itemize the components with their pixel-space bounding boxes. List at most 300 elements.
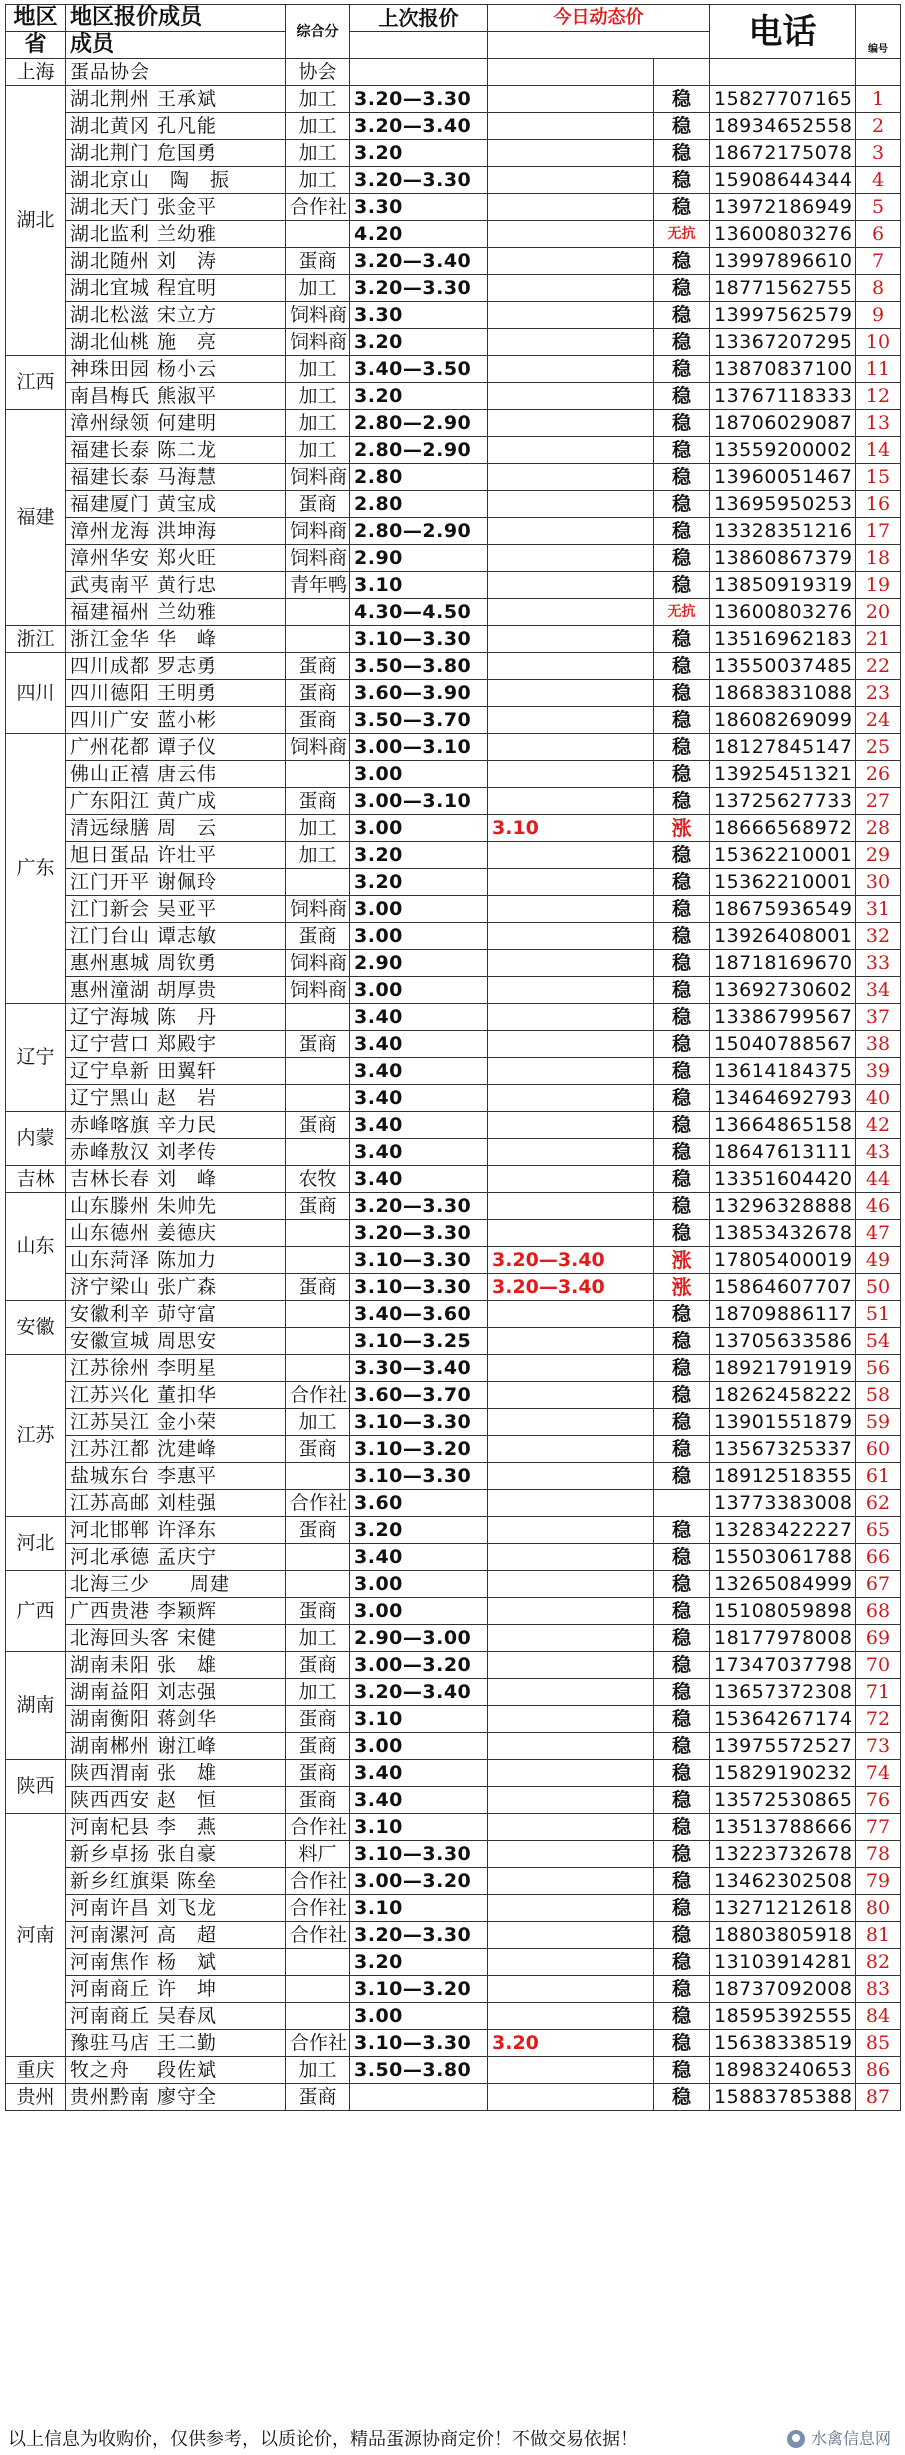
today-price (488, 761, 654, 788)
phone-number: 18718169670 (710, 950, 856, 977)
header-region: 地区 (6, 5, 66, 32)
province-cell: 福建 (6, 410, 66, 626)
today-price (488, 86, 654, 113)
last-price: 3.20—3.40 (350, 113, 488, 140)
table-row (6, 761, 901, 788)
last-price: 3.40 (350, 1085, 488, 1112)
member-name: 河南杞县 李 燕 (66, 1814, 286, 1841)
table-body (6, 59, 901, 2111)
table-row (6, 923, 901, 950)
member-type: 蛋商 (286, 1706, 350, 1733)
table-row (6, 1031, 901, 1058)
member-type: 蛋商 (286, 1787, 350, 1814)
table-row (6, 734, 901, 761)
last-price: 3.10 (350, 1895, 488, 1922)
today-price (488, 1625, 654, 1652)
member-name: 湖北随州 刘 涛 (66, 248, 286, 275)
member-type: 饲料商 (286, 950, 350, 977)
row-number: 37 (856, 1004, 901, 1031)
table-row (6, 2030, 901, 2057)
trend-status: 稳 (654, 1355, 710, 1382)
row-number: 49 (856, 1247, 901, 1274)
row-number: 70 (856, 1652, 901, 1679)
table-row (6, 572, 901, 599)
today-price (488, 275, 654, 302)
trend-status: 稳 (654, 1922, 710, 1949)
member-name: 安徽宣城 周思安 (66, 1328, 286, 1355)
today-price (488, 977, 654, 1004)
member-name: 湖北黄冈 孔凡能 (66, 113, 286, 140)
trend-status: 稳 (654, 410, 710, 437)
last-price: 2.80—2.90 (350, 518, 488, 545)
member-name: 吉林长春 刘 峰 (66, 1166, 286, 1193)
phone-number: 13692730602 (710, 977, 856, 1004)
member-type: 加工 (286, 1409, 350, 1436)
trend-status: 稳 (654, 2084, 710, 2111)
today-price (488, 2084, 654, 2111)
member-name: 新乡卓扬 张自豪 (66, 1841, 286, 1868)
member-name: 江苏兴化 董扣华 (66, 1382, 286, 1409)
today-price (488, 518, 654, 545)
member-type (286, 1085, 350, 1112)
trend-status: 稳 (654, 653, 710, 680)
member-name: 四川广安 蓝小彬 (66, 707, 286, 734)
last-price: 3.40 (350, 1139, 488, 1166)
table-header (6, 5, 901, 59)
member-name: 陕西西安 赵 恒 (66, 1787, 286, 1814)
table-row (6, 1625, 901, 1652)
phone-number: 17805400019 (710, 1247, 856, 1274)
today-price (488, 1517, 654, 1544)
today-price (488, 572, 654, 599)
trend-status: 稳 (654, 842, 710, 869)
last-price: 3.50—3.80 (350, 2057, 488, 2084)
last-price: 3.10—3.30 (350, 626, 488, 653)
today-price (488, 1436, 654, 1463)
member-name: 湖南衡阳 蒋剑华 (66, 1706, 286, 1733)
table-row (6, 194, 901, 221)
today-price (488, 1733, 654, 1760)
today-price (488, 734, 654, 761)
trend-status: 稳 (654, 626, 710, 653)
member-type (286, 1463, 350, 1490)
row-number: 40 (856, 1085, 901, 1112)
phone-number: 13550037485 (710, 653, 856, 680)
today-price (488, 788, 654, 815)
row-number: 66 (856, 1544, 901, 1571)
header-number: 编号 (856, 5, 901, 59)
trend-status: 稳 (654, 950, 710, 977)
today-price (488, 1571, 654, 1598)
today-price (488, 707, 654, 734)
row-number: 67 (856, 1571, 901, 1598)
member-type: 加工 (286, 815, 350, 842)
table-row (6, 599, 901, 626)
member-type: 蛋商 (286, 1031, 350, 1058)
last-price: 3.10—3.25 (350, 1328, 488, 1355)
member-type: 加工 (286, 356, 350, 383)
member-type: 饲料商 (286, 977, 350, 1004)
phone-number: 13516962183 (710, 626, 856, 653)
table-row (6, 977, 901, 1004)
last-price: 3.50—3.70 (350, 707, 488, 734)
header-last-price: 上次报价 (350, 5, 488, 32)
table-row (6, 1760, 901, 1787)
trend-status: 稳 (654, 1733, 710, 1760)
table-row (6, 1436, 901, 1463)
row-number: 25 (856, 734, 901, 761)
member-type: 蛋商 (286, 1760, 350, 1787)
table-row (6, 1058, 901, 1085)
phone-number: 13328351216 (710, 518, 856, 545)
row-number: 61 (856, 1463, 901, 1490)
last-price: 3.40 (350, 1058, 488, 1085)
phone-number: 13386799567 (710, 1004, 856, 1031)
today-price (488, 1544, 654, 1571)
member-type: 加工 (286, 167, 350, 194)
province-cell: 山东 (6, 1193, 66, 1301)
table-row (6, 1706, 901, 1733)
phone-number: 13997896610 (710, 248, 856, 275)
row-number: 73 (856, 1733, 901, 1760)
trend-status: 稳 (654, 1598, 710, 1625)
province-cell: 贵州 (6, 2084, 66, 2111)
last-price: 3.10—3.30 (350, 1274, 488, 1301)
trend-status: 稳 (654, 1841, 710, 1868)
member-name: 福建长泰 陈二龙 (66, 437, 286, 464)
row-number: 82 (856, 1949, 901, 1976)
table-row (6, 1544, 901, 1571)
row-number: 12 (856, 383, 901, 410)
today-price (488, 599, 654, 626)
phone-number: 18934652558 (710, 113, 856, 140)
trend-status: 稳 (654, 869, 710, 896)
row-number: 80 (856, 1895, 901, 1922)
today-price (488, 1031, 654, 1058)
table-row (6, 1193, 901, 1220)
last-price: 3.20—3.30 (350, 1193, 488, 1220)
today-price (488, 113, 654, 140)
member-name: 江苏吴江 金小荣 (66, 1409, 286, 1436)
trend-status: 稳 (654, 896, 710, 923)
last-price: 3.20 (350, 1517, 488, 1544)
table-row (6, 113, 901, 140)
today-price (488, 950, 654, 977)
last-price (350, 59, 488, 86)
row-number: 39 (856, 1058, 901, 1085)
province-cell: 湖南 (6, 1652, 66, 1760)
header-province: 省 (6, 32, 66, 59)
last-price: 3.40 (350, 1787, 488, 1814)
phone-number: 15362210001 (710, 869, 856, 896)
trend-status: 稳 (654, 707, 710, 734)
today-price: 3.20—3.40 (488, 1247, 654, 1274)
row-number: 51 (856, 1301, 901, 1328)
table-row (6, 1247, 901, 1274)
member-name: 山东滕州 朱帅先 (66, 1193, 286, 1220)
member-type: 合作社 (286, 1922, 350, 1949)
phone-number: 13853432678 (710, 1220, 856, 1247)
phone-number: 15362210001 (710, 842, 856, 869)
trend-status: 稳 (654, 356, 710, 383)
table-row (6, 1895, 901, 1922)
today-price (488, 437, 654, 464)
member-type: 蛋商 (286, 1112, 350, 1139)
phone-number: 13559200002 (710, 437, 856, 464)
last-price: 2.90—3.00 (350, 1625, 488, 1652)
member-type: 青年鸭 (286, 572, 350, 599)
table-row (6, 1517, 901, 1544)
phone-number: 13870837100 (710, 356, 856, 383)
row-number: 8 (856, 275, 901, 302)
phone-number: 13367207295 (710, 329, 856, 356)
last-price: 3.10—3.30 (350, 1463, 488, 1490)
row-number: 72 (856, 1706, 901, 1733)
row-number: 1 (856, 86, 901, 113)
trend-status: 稳 (654, 761, 710, 788)
trend-status: 稳 (654, 1868, 710, 1895)
member-type: 合作社 (286, 1895, 350, 1922)
today-price (488, 545, 654, 572)
member-name: 新乡红旗渠 陈垒 (66, 1868, 286, 1895)
row-number: 5 (856, 194, 901, 221)
phone-number: 18803805918 (710, 1922, 856, 1949)
member-type (286, 1301, 350, 1328)
today-price (488, 1652, 654, 1679)
member-type: 料厂 (286, 1841, 350, 1868)
trend-status: 稳 (654, 383, 710, 410)
phone-number: 18706029087 (710, 410, 856, 437)
today-price (488, 167, 654, 194)
member-name: 南昌梅氏 熊淑平 (66, 383, 286, 410)
row-number: 43 (856, 1139, 901, 1166)
phone-number: 18595392555 (710, 2003, 856, 2030)
phone-number: 15638338519 (710, 2030, 856, 2057)
member-type (286, 869, 350, 896)
footer-disclaimer: 以上信息为收购价，仅供参考，以质论价，精品蛋源协商定价！不做交易依据！ (0, 2425, 905, 2455)
table-row (6, 950, 901, 977)
member-type: 蛋商 (286, 1193, 350, 1220)
member-name: 安徽利辛 茆守富 (66, 1301, 286, 1328)
table-row (6, 869, 901, 896)
today-price (488, 1355, 654, 1382)
today-price (488, 1328, 654, 1355)
today-price (488, 1706, 654, 1733)
row-number: 2 (856, 113, 901, 140)
member-name: 清远绿膳 周 云 (66, 815, 286, 842)
phone-number: 13960051467 (710, 464, 856, 491)
phone-number: 13997562579 (710, 302, 856, 329)
phone-number: 13513788666 (710, 1814, 856, 1841)
last-price: 3.00 (350, 761, 488, 788)
table-row (6, 626, 901, 653)
row-number: 56 (856, 1355, 901, 1382)
row-number: 27 (856, 788, 901, 815)
member-type: 蛋商 (286, 1733, 350, 1760)
table-row (6, 1139, 901, 1166)
phone-number: 13351604420 (710, 1166, 856, 1193)
member-type (286, 761, 350, 788)
today-price (488, 140, 654, 167)
trend-status: 涨 (654, 1247, 710, 1274)
phone-number: 18912518355 (710, 1463, 856, 1490)
member-name: 佛山正禧 唐云伟 (66, 761, 286, 788)
phone-number: 18737092008 (710, 1976, 856, 2003)
last-price: 3.40—3.50 (350, 356, 488, 383)
trend-status (654, 1490, 710, 1517)
member-name: 辽宁营口 郑殿宇 (66, 1031, 286, 1058)
today-price (488, 1922, 654, 1949)
row-number: 62 (856, 1490, 901, 1517)
header-type: 综合分 (286, 5, 350, 59)
member-name: 惠州惠城 周钦勇 (66, 950, 286, 977)
table-row (6, 491, 901, 518)
phone-number: 13572530865 (710, 1787, 856, 1814)
today-price (488, 842, 654, 869)
trend-status: 稳 (654, 275, 710, 302)
last-price: 3.00 (350, 1598, 488, 1625)
province-cell: 广东 (6, 734, 66, 1004)
table-row (6, 545, 901, 572)
trend-status: 稳 (654, 1517, 710, 1544)
last-price: 3.00 (350, 896, 488, 923)
trend-status: 稳 (654, 1166, 710, 1193)
table-row (6, 275, 901, 302)
member-type: 饲料商 (286, 329, 350, 356)
member-type (286, 1220, 350, 1247)
trend-status: 稳 (654, 2057, 710, 2084)
row-number: 24 (856, 707, 901, 734)
phone-number: 13600803276 (710, 221, 856, 248)
trend-status: 稳 (654, 1193, 710, 1220)
table-row (6, 1679, 901, 1706)
today-price (488, 1760, 654, 1787)
table-row (6, 1112, 901, 1139)
member-name: 漳州龙海 洪坤海 (66, 518, 286, 545)
province-cell: 安徽 (6, 1301, 66, 1355)
trend-status: 稳 (654, 1220, 710, 1247)
today-price (488, 248, 654, 275)
trend-status: 稳 (654, 491, 710, 518)
phone-number: 18127845147 (710, 734, 856, 761)
today-price: 3.20—3.40 (488, 1274, 654, 1301)
row-number: 6 (856, 221, 901, 248)
member-type (286, 1247, 350, 1274)
row-number: 71 (856, 1679, 901, 1706)
member-type: 加工 (286, 1625, 350, 1652)
member-name: 盐城东台 李惠平 (66, 1463, 286, 1490)
last-price: 3.40 (350, 1031, 488, 1058)
member-type: 蛋商 (286, 491, 350, 518)
phone-number: 15908644344 (710, 167, 856, 194)
member-name: 广东阳江 黄广成 (66, 788, 286, 815)
table-row (6, 1085, 901, 1112)
member-type: 蛋商 (286, 707, 350, 734)
trend-status: 稳 (654, 923, 710, 950)
row-number: 46 (856, 1193, 901, 1220)
member-type (286, 1976, 350, 2003)
row-number: 47 (856, 1220, 901, 1247)
last-price: 2.90 (350, 950, 488, 977)
header-last-blank (350, 32, 488, 59)
last-price: 3.20 (350, 1949, 488, 1976)
province-cell: 吉林 (6, 1166, 66, 1193)
row-number: 21 (856, 626, 901, 653)
trend-status: 稳 (654, 194, 710, 221)
member-name: 湖北荆门 危国勇 (66, 140, 286, 167)
member-name: 北海回头客 宋健 (66, 1625, 286, 1652)
member-name: 河北邯郸 许泽东 (66, 1517, 286, 1544)
trend-status: 稳 (654, 1706, 710, 1733)
last-price: 3.10 (350, 572, 488, 599)
phone-number: 17347037798 (710, 1652, 856, 1679)
member-type: 蛋商 (286, 1598, 350, 1625)
last-price: 3.00 (350, 1571, 488, 1598)
today-price (488, 1679, 654, 1706)
row-number: 60 (856, 1436, 901, 1463)
member-name: 漳州华安 郑火旺 (66, 545, 286, 572)
phone-number: 15108059898 (710, 1598, 856, 1625)
row-number: 84 (856, 2003, 901, 2030)
row-number: 3 (856, 140, 901, 167)
header-phone: 电话 (710, 5, 856, 59)
member-name: 湖北松滋 宋立方 (66, 302, 286, 329)
member-type: 蛋商 (286, 1274, 350, 1301)
last-price: 3.10—3.30 (350, 1841, 488, 1868)
today-price (488, 869, 654, 896)
header-members: 地区报价成员 (66, 5, 286, 32)
member-name: 河南商丘 吴春凤 (66, 2003, 286, 2030)
last-price: 3.30 (350, 302, 488, 329)
table-row (6, 2003, 901, 2030)
member-type (286, 1571, 350, 1598)
member-type: 加工 (286, 86, 350, 113)
member-type: 蛋商 (286, 248, 350, 275)
table-row (6, 707, 901, 734)
table-row (6, 1598, 901, 1625)
phone-number: 13773383008 (710, 1490, 856, 1517)
trend-status: 稳 (654, 86, 710, 113)
today-price (488, 923, 654, 950)
member-name: 济宁梁山 张广森 (66, 1274, 286, 1301)
table-row (6, 1652, 901, 1679)
last-price: 3.10—3.30 (350, 2030, 488, 2057)
last-price: 3.20 (350, 842, 488, 869)
table-row (6, 1787, 901, 1814)
member-name: 漳州绿领 何建明 (66, 410, 286, 437)
trend-status: 涨 (654, 815, 710, 842)
header-member: 成员 (66, 32, 286, 59)
row-number: 16 (856, 491, 901, 518)
member-name: 湖南益阳 刘志强 (66, 1679, 286, 1706)
member-name: 赤峰喀旗 辛力民 (66, 1112, 286, 1139)
table-row (6, 815, 901, 842)
member-name: 蛋品协会 (66, 59, 286, 86)
phone-number: 13767118333 (710, 383, 856, 410)
trend-status: 涨 (654, 1274, 710, 1301)
member-name: 浙江金华 华 峰 (66, 626, 286, 653)
member-name: 武夷南平 黄行忠 (66, 572, 286, 599)
member-type: 协会 (286, 59, 350, 86)
member-name: 湖北荆州 王承斌 (66, 86, 286, 113)
table-row (6, 1328, 901, 1355)
phone-number: 18177978008 (710, 1625, 856, 1652)
header-today-price: 今日动态价 (488, 5, 710, 32)
phone-number: 18608269099 (710, 707, 856, 734)
phone-number: 15827707165 (710, 86, 856, 113)
table-row (6, 383, 901, 410)
member-type (286, 599, 350, 626)
